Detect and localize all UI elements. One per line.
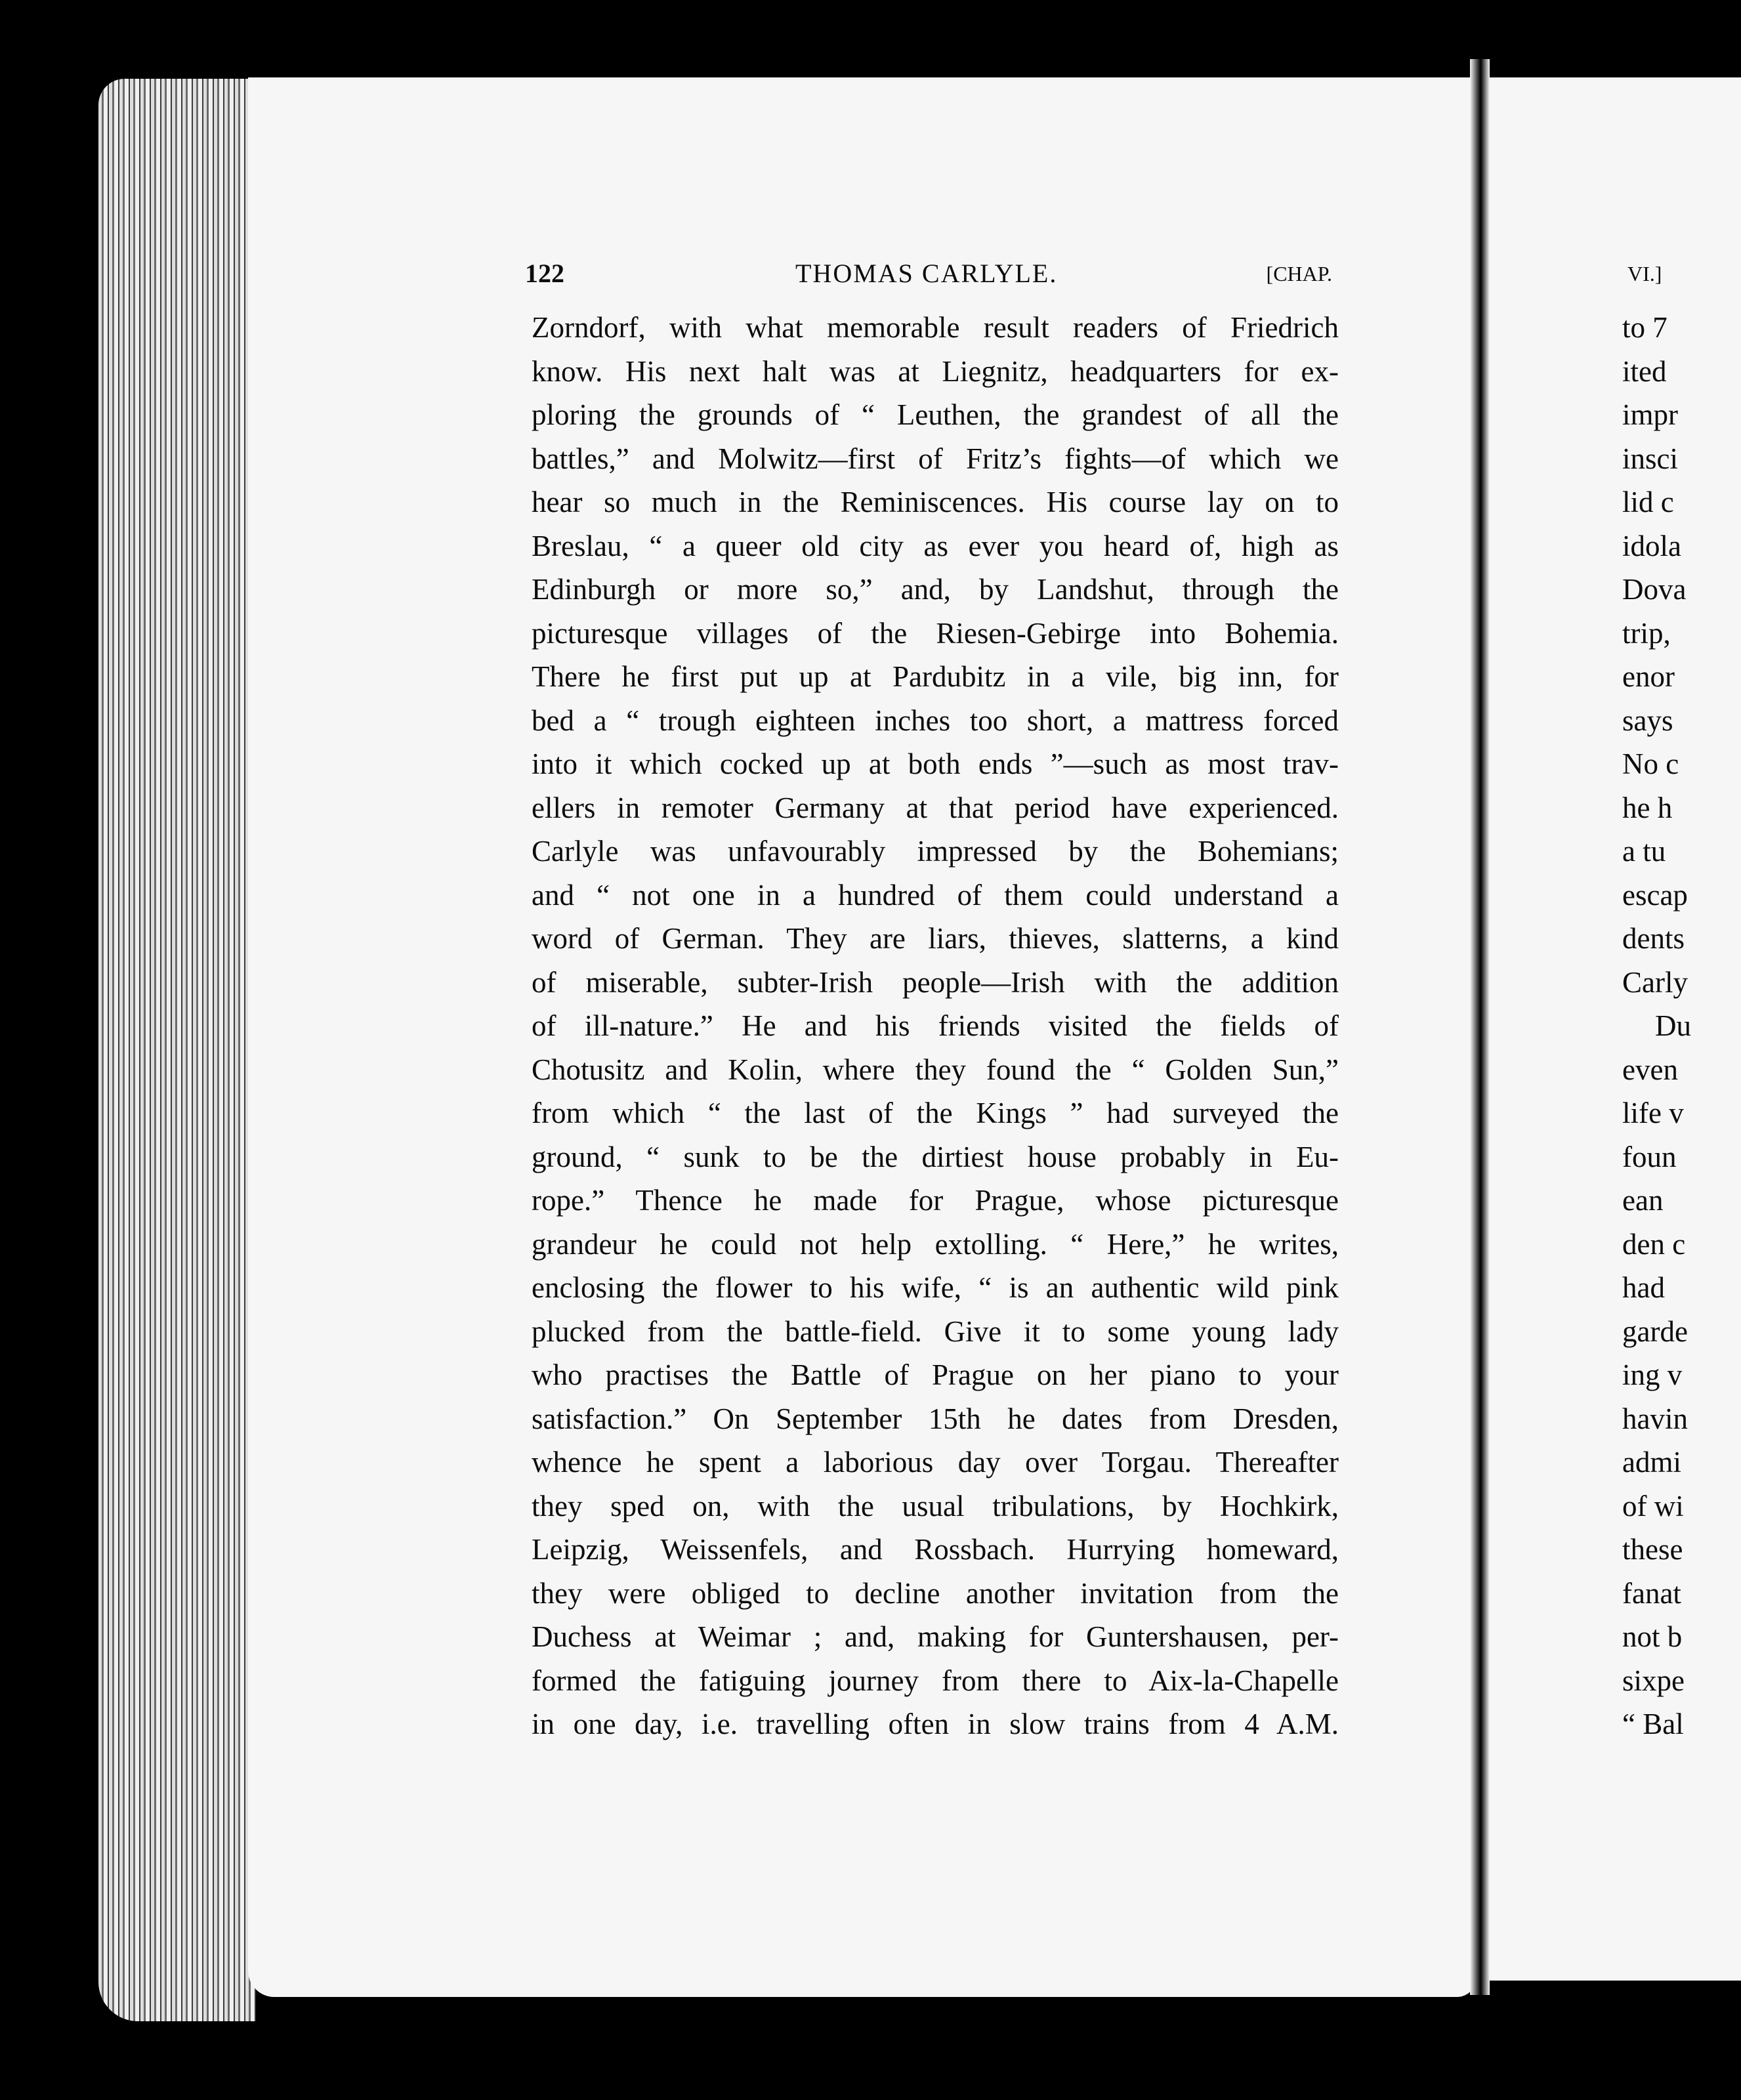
text-line-fragment: sixpe [1622, 1664, 1685, 1697]
text-line: and “ not one in a hundred of them could understand a [532, 878, 1339, 912]
text-line: Duchess at Weimar ; and, making for Guntershausen, per- [532, 1620, 1339, 1653]
text-line: know. His next halt was at Liegnitz, headquarters for ex- [532, 354, 1339, 388]
text-line-fragment: lid c [1622, 486, 1674, 518]
text-line: from which “ the last of the Kings ” had surveyed the [532, 1097, 1339, 1129]
text-line: they sped on, with the usual tribulations, by Hochkirk, [532, 1489, 1339, 1522]
text-line-fragment: havin [1622, 1402, 1688, 1435]
text-line-fragment: Dova [1622, 573, 1687, 606]
text-line-fragment: life v [1622, 1097, 1684, 1129]
text-line-fragment: “ Bal [1622, 1708, 1684, 1740]
text-line-fragment: says [1622, 704, 1673, 737]
text-line: formed the fatiguing journey from there to Aix-la-Chapelle [532, 1664, 1339, 1697]
chapter-mark: [CHAP. [1266, 262, 1332, 285]
text-line: of ill-nature.” He and his friends visited the fields of [532, 1009, 1339, 1042]
text-line: of miserable, subter-Irish people—Irish with the addition [532, 965, 1339, 999]
text-line: Breslau, “ a queer old city as ever you heard of, high as [532, 529, 1339, 562]
text-line: who practises the Battle of Prague on her piano to your [532, 1358, 1339, 1391]
text-line: enclosing the flower to his wife, “ is an authentic wild pink [532, 1271, 1339, 1304]
text-line: Zorndorf, with what memorable result readers of Friedrich [532, 311, 1339, 344]
text-line-fragment: impr [1622, 398, 1678, 431]
text-line: ploring the grounds of “ Leuthen, the grandest of all the [532, 398, 1339, 431]
text-line: satisfaction.” On September 15th he dates from Dresden, [532, 1402, 1339, 1435]
text-line-fragment: enor [1622, 660, 1675, 693]
text-line-fragment: dents [1622, 922, 1685, 955]
text-line: they were obliged to decline another invitation from the [532, 1576, 1339, 1610]
text-line: ellers in remoter Germany at that period have experienced. [532, 791, 1339, 824]
text-line-fragment: foun [1622, 1140, 1677, 1173]
text-line-fragment: ean [1622, 1184, 1664, 1217]
text-line-fragment: even [1622, 1053, 1678, 1086]
text-line: bed a “ trough eighteen inches too short, a mattress forced [532, 704, 1339, 737]
text-line: Chotusitz and Kolin, where they found the “ Golden Sun,” [532, 1053, 1339, 1086]
text-line-fragment: trip, [1622, 616, 1671, 650]
text-line: picturesque villages of the Riesen-Gebirge into Bohemia. [532, 616, 1339, 650]
text-line-fragment: den c [1622, 1227, 1686, 1261]
page-number: 122 [525, 259, 564, 288]
body-text [532, 306, 1339, 1746]
text-line-fragment: ing v [1622, 1358, 1683, 1391]
text-line: Edinburgh or more so,” and, by Landshut, through the [532, 573, 1339, 606]
text-line-fragment: had [1622, 1271, 1665, 1304]
book-page-edges [98, 79, 256, 2021]
text-line-fragment: of wi [1622, 1489, 1684, 1522]
text-line-fragment: escap [1622, 878, 1688, 912]
text-line: Leipzig, Weissenfels, and Rossbach. Hurrying homeward, [532, 1533, 1339, 1566]
text-line-fragment: a tu [1622, 835, 1666, 868]
text-line-fragment: these [1622, 1533, 1683, 1566]
text-line: grandeur he could not help extolling. “ Here,” he writes, [532, 1227, 1339, 1261]
text-line: There he first put up at Pardubitz in a vile, big inn, for [532, 660, 1339, 693]
running-head [525, 257, 1332, 290]
text-line-fragment: admi [1622, 1446, 1681, 1479]
text-line-fragment: fanat [1622, 1576, 1681, 1610]
text-line-fragment: he h [1622, 791, 1673, 824]
text-line: word of German. They are liars, thieves, slatterns, a kind [532, 922, 1339, 955]
text-line-fragment: not b [1622, 1620, 1683, 1653]
text-line-fragment: garde [1622, 1314, 1688, 1348]
book-gutter [1470, 59, 1490, 1995]
text-line-fragment: idola [1622, 529, 1681, 562]
text-line: plucked from the battle-field. Give it to some young lady [532, 1314, 1339, 1348]
text-line: Carlyle was unfavourably impressed by the Bohemians; [532, 835, 1339, 868]
text-line: ground, “ sunk to be the dirtiest house probably in Eu- [532, 1140, 1339, 1173]
text-line: hear so much in the Reminiscences. His course lay on to [532, 486, 1339, 518]
text-line: battles,” and Molwitz—first of Fritz’s fights—of which we [532, 442, 1339, 475]
right-page-text-fragments [1622, 306, 1694, 1746]
text-line-fragment: No c [1622, 747, 1679, 780]
text-line-fragment: insci [1622, 442, 1678, 475]
text-line: rope.” Thence he made for Prague, whose picturesque [532, 1184, 1339, 1217]
text-line: in one day, i.e. travelling often in slow trains from 4 A.M. [532, 1708, 1339, 1740]
text-line-fragment: ited [1622, 354, 1667, 388]
running-title: THOMAS CARLYLE. [795, 259, 1058, 288]
text-line: whence he spent a laborious day over Torgau. Thereafter [532, 1446, 1339, 1479]
text-line-fragment: to 7 [1622, 311, 1668, 344]
right-page [1479, 77, 1741, 1981]
text-line-fragment: Carly [1622, 965, 1688, 999]
right-page-chapter-mark: VI.] [1627, 262, 1662, 285]
text-line-fragment: Du [1655, 1009, 1691, 1042]
text-line: into it which cocked up at both ends ”—such as most trav- [532, 747, 1339, 780]
